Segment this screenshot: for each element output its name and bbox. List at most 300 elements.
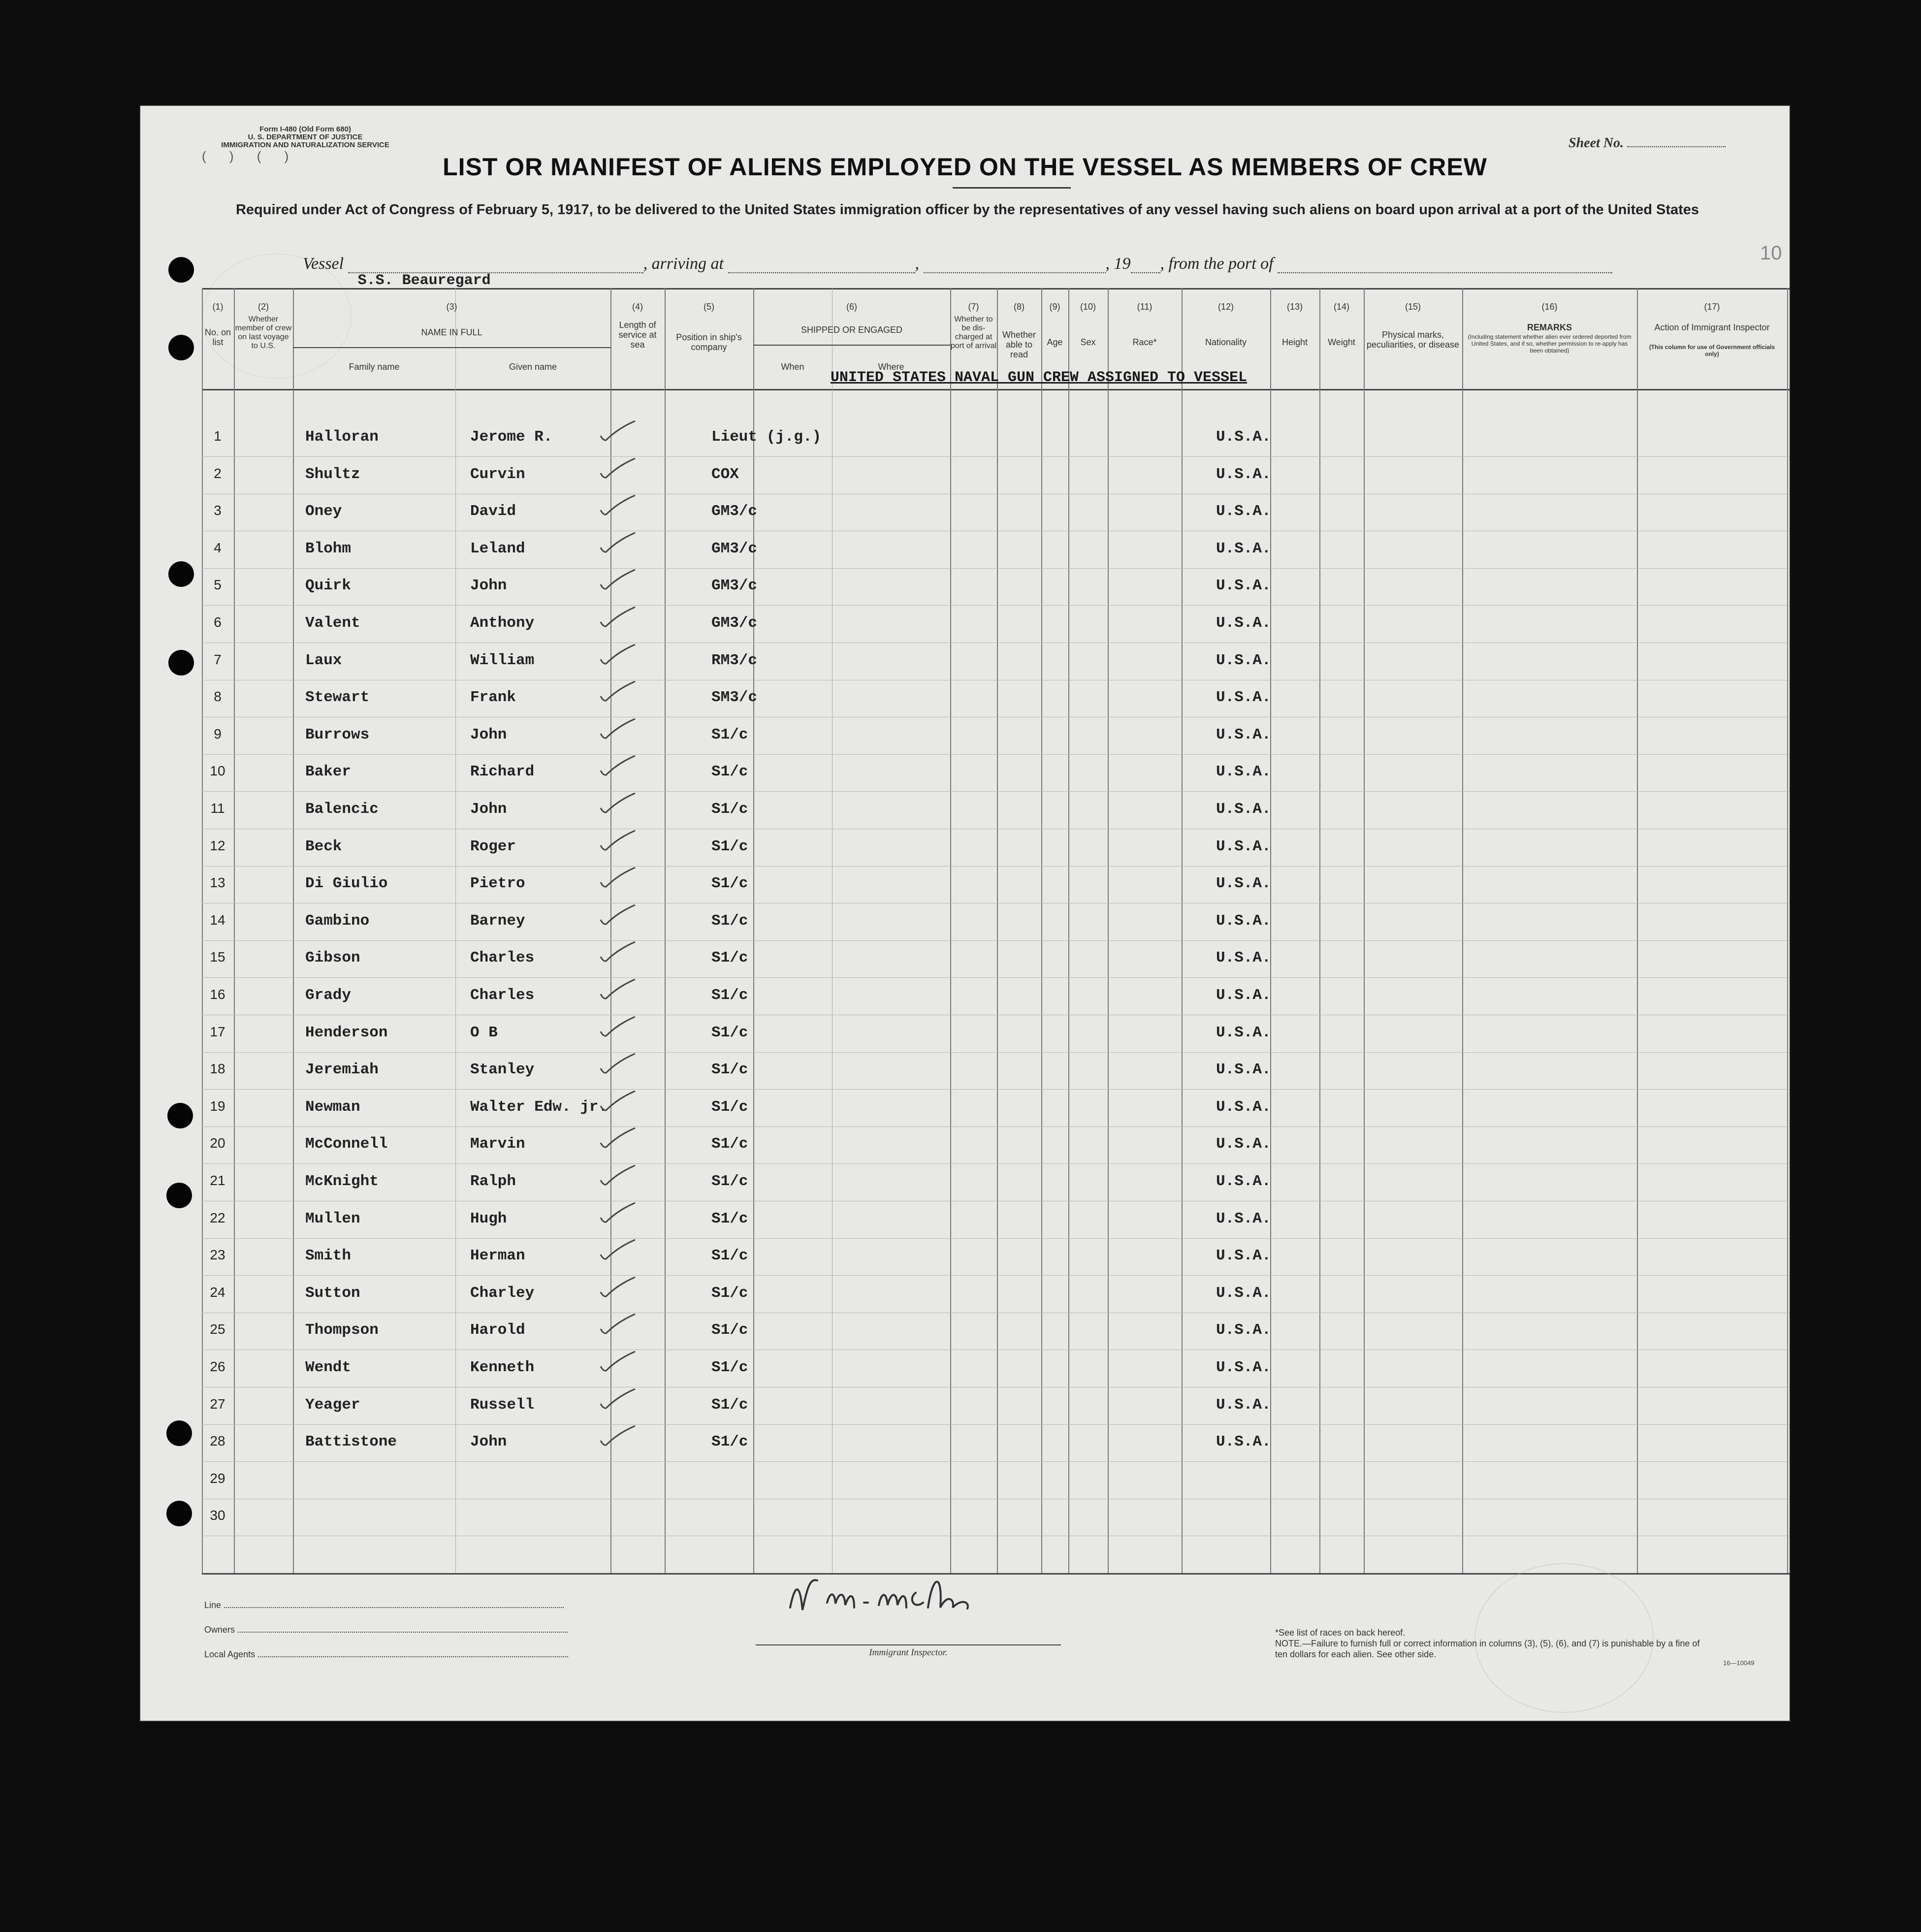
position-cell: GM3/c — [711, 540, 758, 557]
nationality-cell: U.S.A. — [1216, 1247, 1271, 1265]
table-top-rule — [202, 288, 1790, 290]
service-name: IMMIGRATION AND NATURALIZATION SERVICE — [221, 141, 389, 149]
footer-line-field[interactable] — [204, 1600, 564, 1610]
row-rule — [202, 866, 1790, 867]
given-name-cell: Charles — [470, 949, 535, 967]
row-number: 4 — [214, 540, 222, 555]
checkmark-stroke — [601, 942, 635, 961]
position-cell: S1/c — [711, 875, 748, 893]
checkmark-stroke — [601, 533, 635, 552]
checkmark-icon — [598, 828, 638, 853]
col-line — [950, 288, 951, 1573]
punch-hole — [168, 650, 194, 676]
punch-hole — [166, 1183, 192, 1208]
footer-owners-label: Owners — [204, 1625, 235, 1635]
row-number: 18 — [210, 1061, 225, 1077]
given-name-cell: Marvin — [470, 1135, 525, 1153]
row-rule — [202, 791, 1790, 792]
footer-agents-label: Local Agents — [204, 1649, 256, 1659]
row-rule — [202, 1052, 1790, 1053]
colnum-15: (15) — [1405, 302, 1421, 312]
sheet-number-label: Sheet No. — [1569, 135, 1624, 151]
position-cell: S1/c — [711, 1321, 748, 1339]
footer-agents-blank[interactable] — [258, 1656, 568, 1657]
hdr-physical-marks: Physical marks, peculiarities, or disease — [1366, 330, 1460, 350]
checkmark-stroke — [601, 1054, 635, 1073]
position-cell: S1/c — [711, 912, 748, 930]
hdr-race: Race* — [1132, 337, 1157, 347]
hdr-length-of-service: Length of service at sea — [618, 320, 657, 350]
col-line — [753, 288, 754, 1573]
row-rule — [202, 568, 1790, 569]
position-cell: SM3/c — [711, 689, 758, 707]
row-number: 21 — [210, 1173, 225, 1188]
row-number: 6 — [214, 614, 222, 630]
given-name-cell: Anthony — [470, 614, 535, 632]
sheet-number-field — [1569, 135, 1726, 151]
col-line — [665, 288, 666, 1573]
family-name-cell: Wendt — [305, 1359, 352, 1376]
year-field[interactable] — [1131, 272, 1160, 273]
position-cell: RM3/c — [711, 651, 758, 669]
row-rule — [202, 1461, 1790, 1462]
colnum-16: (16) — [1541, 302, 1558, 312]
checkmark-icon — [598, 1051, 638, 1076]
note-text: —Failure to furnish full or correct information in columns (3), (5), (6), and (7) is punishable by a fine of ten dollars for each alien. See other side. — [1275, 1639, 1700, 1659]
family-name-cell: Thompson — [305, 1321, 379, 1339]
footer-agents-field[interactable] — [204, 1649, 568, 1660]
col-line — [1637, 288, 1638, 1573]
nationality-cell: U.S.A. — [1216, 726, 1271, 743]
row-number: 13 — [210, 875, 225, 891]
row-rule — [202, 605, 1790, 606]
checkmark-icon — [598, 679, 638, 704]
crew-table — [140, 288, 1790, 1568]
family-name-cell: Blohm — [305, 540, 352, 557]
checkmark-stroke — [601, 719, 635, 738]
punch-hole — [166, 1501, 192, 1526]
row-rule — [202, 1275, 1790, 1276]
punch-hole — [168, 257, 194, 283]
colnum-9: (9) — [1049, 302, 1060, 312]
checkmark-stroke — [601, 1389, 635, 1408]
position-cell: S1/c — [711, 1024, 748, 1041]
colnum-6: (6) — [846, 302, 857, 312]
family-name-cell: Jeremiah — [305, 1061, 379, 1079]
family-name-cell: Grady — [305, 987, 352, 1004]
checkmark-stroke — [601, 681, 635, 701]
hdr-weight: Weight — [1328, 337, 1355, 347]
nationality-cell: U.S.A. — [1216, 1210, 1271, 1227]
nationality-cell: U.S.A. — [1216, 1359, 1271, 1376]
checkmark-icon — [598, 939, 638, 964]
nationality-cell: U.S.A. — [1216, 1321, 1271, 1339]
checkmark-icon — [598, 1014, 638, 1039]
nationality-cell: U.S.A. — [1216, 949, 1271, 967]
nationality-cell: U.S.A. — [1216, 503, 1271, 520]
nationality-cell: U.S.A. — [1216, 689, 1271, 707]
nationality-cell: U.S.A. — [1216, 875, 1271, 893]
row-number: 5 — [214, 577, 222, 593]
nationality-cell: U.S.A. — [1216, 651, 1271, 669]
checkmark-stroke — [601, 1091, 635, 1110]
checkmark-icon — [598, 791, 638, 815]
corner-number: 10 — [1760, 242, 1782, 264]
footer-note — [1275, 1627, 1708, 1660]
position-cell: S1/c — [711, 1135, 748, 1153]
row-number: 26 — [210, 1359, 225, 1374]
position-cell: S1/c — [711, 763, 748, 781]
row-number: 16 — [210, 987, 225, 1002]
arriving-label: , arriving at — [643, 255, 724, 273]
given-name-cell: Curvin — [470, 465, 525, 483]
row-rule — [202, 1089, 1790, 1090]
hdr-position: Position in ship's company — [676, 332, 742, 352]
position-cell: S1/c — [711, 726, 748, 743]
colnum-2: (2) — [258, 302, 269, 312]
given-name-cell: Ralph — [470, 1173, 516, 1190]
colnum-1: (1) — [212, 302, 224, 312]
nationality-cell: U.S.A. — [1216, 465, 1271, 483]
checkmark-icon — [598, 419, 638, 443]
manifest-sheet — [140, 106, 1790, 1721]
from-port-label: , from the port of — [1160, 255, 1274, 273]
colnum-5: (5) — [704, 302, 714, 312]
row-number: 20 — [210, 1135, 225, 1151]
manifest-subtitle: Required under Act of Congress of February 5, 1917, to be delivered to the United States immigration officer by the representatives of any vessel having such aliens on board upon arrival at a port of the United States — [235, 202, 1699, 218]
form-number: Form I-480 (Old Form 680) — [259, 125, 351, 133]
nationality-cell: U.S.A. — [1216, 912, 1271, 930]
form-code: 16—10049 — [1723, 1659, 1755, 1667]
footer-line-label: Line — [204, 1600, 222, 1610]
row-number: 30 — [210, 1508, 225, 1523]
note-prefix: NOTE. — [1275, 1639, 1303, 1648]
family-name-cell: Balencic — [305, 801, 379, 818]
row-number: 8 — [214, 689, 222, 705]
given-name-cell: Herman — [470, 1247, 525, 1265]
checkmark-icon — [598, 1349, 638, 1374]
col-line — [1068, 288, 1069, 1573]
family-name-cell: Halloran — [305, 428, 379, 446]
title-underline — [953, 187, 1071, 189]
col-line — [1462, 288, 1463, 1573]
checkmark-stroke — [601, 1426, 635, 1445]
col-line — [1787, 288, 1788, 1573]
vessel-name-field[interactable] — [348, 272, 643, 289]
hdr-shipped-or-engaged: SHIPPED OR ENGAGED — [800, 325, 903, 335]
checkmark-stroke — [601, 793, 635, 812]
hdr-age: Age — [1047, 337, 1063, 347]
row-number: 22 — [210, 1210, 225, 1225]
given-name-cell: Charley — [470, 1284, 535, 1302]
family-name-cell: Quirk — [305, 577, 352, 595]
row-number: 12 — [210, 837, 225, 853]
colnum-8: (8) — [1014, 302, 1025, 312]
row-rule — [202, 977, 1790, 978]
col-line — [1364, 288, 1365, 1573]
family-name-cell: Smith — [305, 1247, 352, 1265]
hdr-remarks-note: (Including statement whether alien ever ordered deported from United States, and if so, whether permission to re-apply has been obtained) — [1468, 333, 1632, 354]
position-cell: GM3/c — [711, 503, 758, 520]
sheet-number-blank[interactable] — [1627, 146, 1726, 147]
nationality-cell: U.S.A. — [1216, 540, 1271, 557]
position-cell: Lieut (j.g.) — [711, 428, 822, 446]
row-number: 27 — [210, 1396, 225, 1412]
col-line — [997, 288, 998, 1573]
punch-hole — [168, 561, 194, 587]
family-name-cell: Gambino — [305, 912, 370, 930]
family-name-cell: Gibson — [305, 949, 360, 967]
col-line — [1041, 288, 1042, 1573]
checkmark-stroke — [601, 421, 635, 440]
row-number: 11 — [210, 801, 225, 816]
family-name-cell: Henderson — [305, 1024, 388, 1041]
given-name-cell: John — [470, 801, 507, 818]
checkmark-icon — [598, 567, 638, 592]
checkmark-icon — [598, 1386, 638, 1411]
position-cell: S1/c — [711, 1173, 748, 1190]
row-rule — [202, 1424, 1790, 1425]
hdr-sex: Sex — [1080, 337, 1096, 347]
nationality-cell: U.S.A. — [1216, 763, 1271, 781]
given-name-cell: Walter Edw. jr. — [470, 1098, 608, 1116]
nationality-cell: U.S.A. — [1216, 577, 1271, 595]
row-number: 17 — [210, 1024, 225, 1039]
family-name-cell: McConnell — [305, 1135, 388, 1153]
vessel-line: Vessel S.S. Beauregard , arriving at , , 19 , from the port of 10 — [303, 242, 1782, 289]
checkmark-stroke — [601, 495, 635, 515]
checkmark-icon — [598, 865, 638, 890]
hdr-remarks: REMARKS — [1527, 322, 1572, 332]
given-name-cell: Richard — [470, 763, 535, 781]
checkmark-icon — [598, 456, 638, 481]
checkmark-icon — [598, 902, 638, 927]
given-name-cell: Hugh — [470, 1210, 507, 1227]
given-name-cell: John — [470, 726, 507, 743]
hdr-nationality: Nationality — [1205, 337, 1247, 347]
checkmark-stroke — [601, 1314, 635, 1333]
row-number: 15 — [210, 949, 225, 965]
nationality-cell: U.S.A. — [1216, 1284, 1271, 1302]
colnum-17: (17) — [1704, 302, 1720, 312]
given-name-cell: William — [470, 651, 535, 669]
family-name-cell: Di Giulio — [305, 875, 388, 893]
footer-owners-field[interactable] — [204, 1625, 568, 1635]
checkmark-icon — [598, 1423, 638, 1448]
given-name-cell: Jerome R. — [470, 428, 553, 446]
row-number: 14 — [210, 912, 225, 928]
given-name-cell: David — [470, 503, 516, 520]
given-name-cell: Leland — [470, 540, 525, 557]
row-number: 1 — [214, 428, 222, 444]
checkmark-icon — [598, 1089, 638, 1113]
nationality-cell: U.S.A. — [1216, 987, 1271, 1004]
checkmark-icon — [598, 1163, 638, 1188]
family-name-cell: Stewart — [305, 689, 370, 707]
nationality-cell: U.S.A. — [1216, 1396, 1271, 1414]
row-number: 9 — [214, 726, 222, 741]
checkmark-stroke — [601, 1128, 635, 1147]
checkmark-icon — [598, 530, 638, 555]
checkmark-stroke — [601, 1277, 635, 1296]
position-cell: GM3/c — [711, 614, 758, 632]
punch-hole — [166, 1420, 192, 1446]
pencil-marks: ( ) ( ) — [202, 149, 299, 163]
position-cell: S1/c — [711, 837, 748, 855]
row-rule — [202, 754, 1790, 755]
colnum-14: (14) — [1333, 302, 1349, 312]
manifest-title: LIST OR MANIFEST OF ALIENS EMPLOYED ON THE VESSEL AS MEMBERS OF CREW — [443, 153, 1487, 181]
row-rule — [202, 456, 1790, 457]
row-rule — [202, 1163, 1790, 1164]
family-name-cell: Burrows — [305, 726, 370, 743]
checkmark-stroke — [601, 458, 635, 478]
given-name-cell: Harold — [470, 1321, 525, 1339]
row-number: 19 — [210, 1098, 225, 1114]
checkmark-stroke — [601, 979, 635, 998]
row-number: 25 — [210, 1321, 225, 1337]
arriving-port-field[interactable] — [728, 272, 915, 273]
given-name-cell: Russell — [470, 1396, 535, 1414]
punch-hole — [167, 1103, 193, 1128]
races-note: *See list of races on back hereof. — [1275, 1628, 1406, 1638]
position-cell: S1/c — [711, 949, 748, 967]
row-rule — [202, 940, 1790, 941]
given-name-cell: Pietro — [470, 875, 525, 893]
naval-gun-crew-banner: UNITED STATES NAVAL GUN CREW ASSIGNED TO VESSEL — [830, 369, 1248, 386]
position-cell: S1/c — [711, 1061, 748, 1079]
checkmark-stroke — [601, 831, 635, 850]
col-line — [1108, 288, 1109, 1573]
footer-owners-blank[interactable] — [238, 1632, 568, 1633]
nationality-cell: U.S.A. — [1216, 1173, 1271, 1190]
hdr-discharged: Whether to be dis-charged at port of arrival — [950, 315, 997, 350]
row-number: 7 — [214, 651, 222, 667]
footer-line-blank[interactable] — [224, 1607, 564, 1608]
colnum-12: (12) — [1217, 302, 1234, 312]
immigrant-inspector-line — [756, 1644, 1061, 1658]
nationality-cell: U.S.A. — [1216, 1024, 1271, 1041]
family-name-cell: Valent — [305, 614, 360, 632]
colnum-7: (7) — [968, 302, 979, 312]
nationality-cell: U.S.A. — [1216, 837, 1271, 855]
hdr-name-in-full: NAME IN FULL — [421, 327, 482, 337]
family-name-cell: McKnight — [305, 1173, 379, 1190]
nationality-cell: U.S.A. — [1216, 428, 1271, 446]
inspector-signature — [780, 1563, 1056, 1622]
checkmark-stroke — [601, 644, 635, 664]
col-line — [1182, 288, 1183, 1573]
colnum-10: (10) — [1080, 302, 1096, 312]
nationality-cell: U.S.A. — [1216, 1433, 1271, 1451]
hdr-whether-member: Whether member of crew on last voyage to U.S. — [235, 315, 292, 350]
checkmark-stroke — [601, 1240, 635, 1259]
hdr-when: When — [781, 362, 804, 372]
position-cell: S1/c — [711, 801, 748, 818]
colnum-13: (13) — [1286, 302, 1303, 312]
nationality-cell: U.S.A. — [1216, 1061, 1271, 1079]
row-number: 23 — [210, 1247, 225, 1263]
row-rule — [202, 1238, 1790, 1239]
given-name-cell: Frank — [470, 689, 516, 707]
position-cell: S1/c — [711, 1098, 748, 1116]
shipped-header-rule — [753, 345, 950, 346]
name-header-rule — [293, 347, 610, 348]
col-line — [610, 288, 611, 1573]
nationality-cell: U.S.A. — [1216, 614, 1271, 632]
hdr-able-to-read: Whether able to read — [1002, 330, 1036, 359]
checkmark-icon — [598, 977, 638, 1001]
colnum-4: (4) — [632, 302, 643, 312]
row-number: 24 — [210, 1284, 225, 1300]
checkmark-stroke — [601, 607, 635, 626]
given-name-cell: John — [470, 1433, 507, 1451]
checkmark-icon — [598, 1312, 638, 1336]
given-name-cell: Roger — [470, 837, 516, 855]
checkmark-icon — [598, 1237, 638, 1262]
checkmark-stroke — [601, 570, 635, 589]
checkmark-icon — [598, 753, 638, 778]
checkmark-icon — [598, 642, 638, 667]
col-line — [1319, 288, 1320, 1573]
hdr-action-note: (This column for use of Government officials only) — [1649, 344, 1775, 357]
position-cell: S1/c — [711, 1210, 748, 1227]
family-name-cell: Newman — [305, 1098, 360, 1116]
position-cell: S1/c — [711, 1433, 748, 1451]
checkmark-stroke — [601, 1352, 635, 1371]
family-name-cell: Sutton — [305, 1284, 360, 1302]
nationality-cell: U.S.A. — [1216, 1098, 1271, 1116]
hdr-no-on-list: No. on list — [204, 327, 231, 347]
hdr-given-name: Given name — [509, 362, 557, 372]
vessel-label: Vessel — [303, 255, 344, 273]
position-cell: COX — [711, 465, 739, 483]
checkmark-stroke — [601, 1165, 635, 1185]
family-name-cell: Oney — [305, 503, 342, 520]
family-name-cell: Beck — [305, 837, 342, 855]
year-prefix: , 19 — [1105, 255, 1131, 273]
position-cell: GM3/c — [711, 577, 758, 595]
position-cell: S1/c — [711, 1359, 748, 1376]
header-bottom-rule — [202, 389, 1790, 390]
given-name-cell: O B — [470, 1024, 498, 1041]
nationality-cell: U.S.A. — [1216, 801, 1271, 818]
colnum-3: (3) — [446, 302, 457, 312]
family-name-cell: Baker — [305, 763, 352, 781]
punch-hole — [168, 335, 194, 360]
family-name-cell: Yeager — [305, 1396, 360, 1414]
checkmark-stroke — [601, 868, 635, 887]
family-name-cell: Shultz — [305, 465, 360, 483]
position-cell: S1/c — [711, 1284, 748, 1302]
given-name-cell: Barney — [470, 912, 525, 930]
vessel-name: S.S. Beauregard — [357, 272, 491, 289]
arrival-date-field[interactable] — [924, 272, 1106, 273]
checkmark-icon — [598, 1200, 638, 1225]
row-number: 10 — [210, 763, 225, 779]
family-name-cell: Laux — [305, 651, 342, 669]
hdr-family-name: Family name — [349, 362, 400, 372]
checkmark-icon — [598, 493, 638, 517]
checkmark-stroke — [601, 756, 635, 775]
given-name-cell: Charles — [470, 987, 535, 1004]
row-number: 2 — [214, 465, 222, 481]
row-number: 28 — [210, 1433, 225, 1449]
position-cell: S1/c — [711, 987, 748, 1004]
from-port-field[interactable] — [1278, 272, 1612, 273]
position-cell: S1/c — [711, 1396, 748, 1414]
immigrant-inspector-label: Immigrant Inspector. — [869, 1647, 948, 1658]
